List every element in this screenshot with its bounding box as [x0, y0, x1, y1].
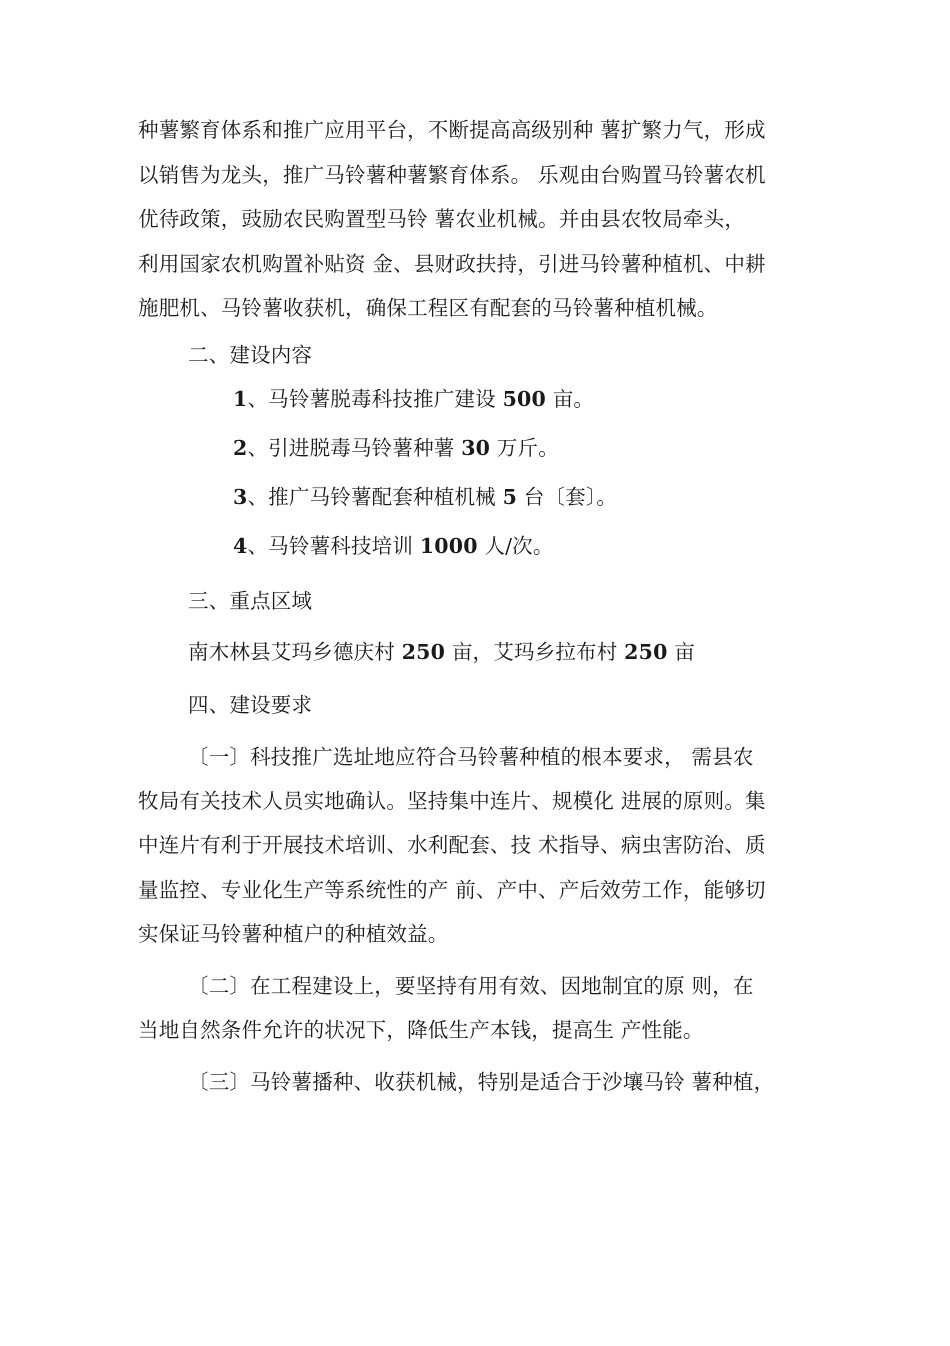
item-text: 、引进脱毒马铃薯种薯 [247, 436, 462, 460]
section-heading-4: 四、建设要求 [188, 693, 313, 717]
item-value: 500 [502, 387, 546, 411]
intro-line-1: 种薯繁育体系和推广应用平台，不断提高高级别种 薯扩繁力气，形成 [138, 118, 766, 142]
req1-line-2: 牧局有关技术人员实地确认。坚持集中连片、规模化 进展的原则。集 [138, 789, 766, 813]
item-number: 3 [233, 485, 248, 509]
key-area-text [188, 638, 802, 666]
req1-line-4: 量监控、专业化生产等系统性的产 前、产中、产后效劳工作，能够切 [138, 878, 766, 902]
content-item-3 [233, 483, 802, 511]
item-number: 4 [233, 534, 248, 558]
item-unit: 亩。 [546, 387, 595, 411]
area-text-b: 亩，艾玛乡拉布村 [445, 640, 625, 664]
section-heading-2: 二、建设内容 [188, 343, 313, 367]
item-value: 5 [502, 485, 518, 509]
item-number: 1 [233, 387, 248, 411]
req3-line-1: 〔三〕马铃薯播种、收获机械，特别是适合于沙壤马铃 薯种植， [188, 1070, 775, 1094]
area-text-c: 亩 [667, 640, 695, 664]
content-item-4 [233, 532, 802, 560]
item-unit: 台〔套〕。 [517, 485, 618, 509]
item-value: 1000 [419, 534, 478, 558]
intro-line-4: 利用国家农机购置补贴资 金、县财政扶持，引进马铃薯种植机、中耕 [138, 252, 766, 276]
section-heading-3: 三、重点区域 [188, 589, 313, 613]
item-unit: 人/次。 [477, 534, 554, 558]
intro-line-5: 施肥机、马铃薯收获机，确保工程区有配套的马铃薯种植机械。 [138, 296, 718, 320]
item-unit: 万斤。 [490, 436, 559, 460]
item-text: 、马铃薯科技培训 [247, 534, 420, 558]
item-text: 、马铃薯脱毒科技推广建设 [247, 387, 503, 411]
item-text: 、推广马铃薯配套种植机械 [247, 485, 503, 509]
req1-line-3: 中连片有利于开展技术培训、水利配套、技 术指导、病虫害防治、质 [138, 833, 766, 857]
req2-line-2: 当地自然条件允许的状况下，降低生产本钱，提高生 产性能。 [138, 1018, 704, 1042]
intro-line-3: 优待政策，豉励农民购置型马铃 薯农业机械。并由县农牧局牵头， [138, 207, 746, 231]
content-item-1 [233, 385, 802, 413]
item-value: 30 [461, 436, 491, 460]
area-value-b: 250 [624, 640, 668, 664]
content-item-2 [233, 434, 802, 462]
intro-line-2: 以销售为龙头，推广马铃薯种薯繁育体系。 乐观由台购置马铃薯农机 [138, 163, 766, 187]
req1-line-1: 〔一〕科技推广选址地应符合马铃薯种植的根本要求， 需县农 [188, 745, 754, 769]
item-number: 2 [233, 436, 248, 460]
req2-line-1: 〔二〕在工程建设上，要坚持有用有效、因地制宜的原 则，在 [188, 974, 754, 998]
req1-line-5: 实保证马铃薯种植户的种植效益。 [138, 922, 449, 946]
area-text-a: 南木林县艾玛乡德庆村 [188, 640, 402, 664]
area-value-a: 250 [401, 640, 446, 664]
